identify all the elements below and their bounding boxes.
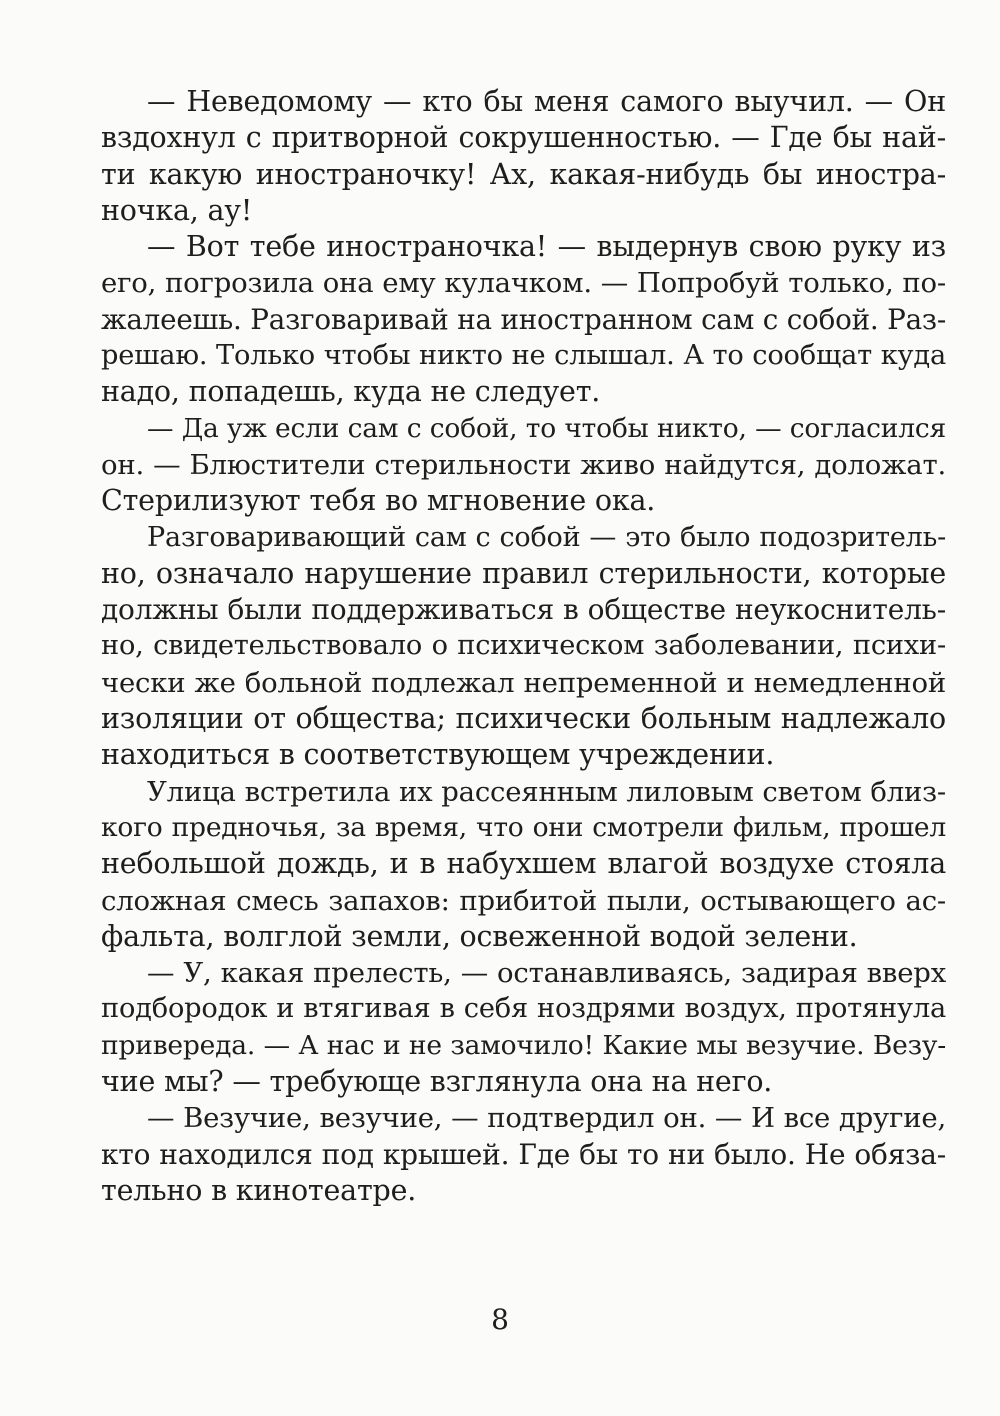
text-line: подбородок и втягивая в себя ноздрями воздух, протянула xyxy=(101,993,946,1025)
text-line: вздохнул с притворной сокрушенностью. — Где бы най- xyxy=(101,121,946,155)
text-line: кого предночья, за время, что они смотрели фильм, прошел xyxy=(101,811,946,843)
text-line: ти какую иностраночку! Ах, какая-нибудь бы иностра- xyxy=(101,157,946,191)
text-line: жалеешь. Разговаривай на иностранном сам с собой. Раз- xyxy=(101,302,947,336)
page-number: 8 xyxy=(491,1303,509,1336)
text-line: сложная смесь запахов: прибитой пыли, остывающего ас- xyxy=(101,884,946,917)
text-line: чески же больной подлежал непременной и немедленной xyxy=(101,666,946,699)
text-line: он. — Блюстители стерильности живо найдутся, доложат. xyxy=(101,448,946,481)
text-line: тельно в кинотеатре. xyxy=(101,1173,417,1207)
text-line: фальта, волглой земли, освеженной водой зелени. xyxy=(101,919,858,953)
text-line: Стерилизуют тебя во мгновение ока. xyxy=(101,484,656,518)
text-line: должны были поддерживаться в обществе неукоснитель- xyxy=(101,593,946,627)
text-line: но, означало нарушение правил стерильности, которые xyxy=(101,556,946,590)
text-line: — Вот тебе иностраночка! — выдернув свою руку из xyxy=(147,230,946,264)
text-line: Улица встретила их рассеянным лиловым светом близ- xyxy=(147,775,946,808)
text-line: Разговаривающий сам с собой — это было подозритель- xyxy=(147,521,946,553)
text-line: ночка, ау! xyxy=(101,193,253,227)
text-line: чие мы? — требующе взглянула она на него. xyxy=(101,1065,773,1099)
text-line: — У, какая прелесть, — останавливаясь, задирая вверх xyxy=(147,957,946,990)
text-line: кто находился под крышей. Где бы то ни было. Не обяза- xyxy=(101,1137,946,1171)
body-text xyxy=(101,84,946,1209)
text-line: изоляции от общества; психически больным надлежало xyxy=(101,702,946,736)
text-line: небольшой дождь, и в набухшем влагой воздухе стояла xyxy=(101,847,946,881)
text-line: решаю. Только чтобы никто не слышал. А то сообщат куда xyxy=(101,340,946,372)
text-line: находиться в соответствующем учреждении. xyxy=(101,738,775,772)
text-line: привереда. — А нас и не замочило! Какие мы везучие. Везу- xyxy=(101,1029,946,1061)
text-line: — Неведомому — кто бы меня самого выучил. — Он xyxy=(147,85,946,118)
text-line: — Везучие, везучие, — подтвердил он. — И все другие, xyxy=(147,1102,946,1135)
text-line: его, погрозила она ему кулачком. — Попробуй только, по- xyxy=(101,267,946,300)
text-line: — Да уж если сам с собой, то чтобы никто, — согласился xyxy=(147,412,946,444)
text-line: но, свидетельствовало о психическом заболевании, психи- xyxy=(101,630,946,662)
text-line: надо, попадешь, куда не следует. xyxy=(101,375,601,409)
